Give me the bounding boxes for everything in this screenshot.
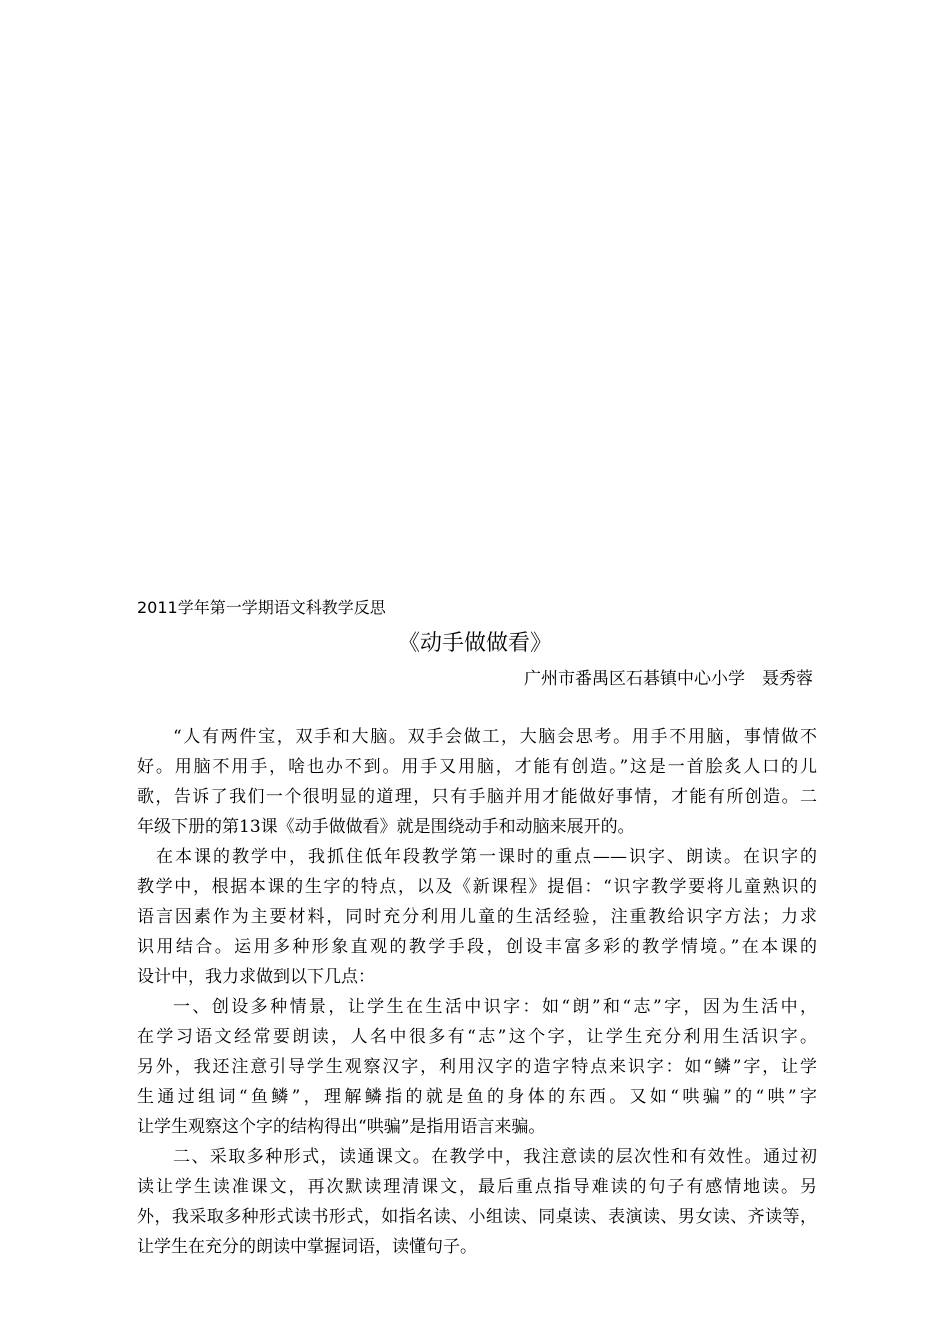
paragraph-line: 一、创设多种情景，让学生在生活中识字：如“朗”和“志”字，因为生活中， — [173, 997, 817, 1017]
paragraph-line: 语言因素作为主要材料，同时充分利用儿童的生活经验，注重教给识字方法；力求 — [137, 907, 817, 927]
paragraph-line: 外，我采取多种形式读书形式，如指名读、小组读、同桌读、表演读、男女读、齐读等， — [137, 1207, 817, 1227]
document-title: 《动手做做看》 — [397, 631, 552, 656]
document-header: 2011学年第一学期语文科教学反思 — [137, 598, 386, 617]
paragraph-line: 设计中，我力求做到以下几点： — [137, 967, 375, 987]
paragraph-line: 生通过组词“鱼鳞”，理解鳞指的就是鱼的身体的东西。又如“哄骗”的“哄”字 — [137, 1087, 817, 1107]
paragraph-line: 另外，我还注意引导学生观察汉字，利用汉字的造字特点来识字：如“鳞”字，让学 — [137, 1057, 817, 1077]
paragraph-line: 歌，告诉了我们一个很明显的道理，只有手脑并用才能做好事情，才能有所创造。二 — [137, 787, 817, 807]
paragraph-line: 年级下册的第13课《动手做做看》就是围绕动手和动脑来展开的。 — [137, 817, 635, 837]
paragraph-line: 读让学生读准课文，再次默读理清课文，最后重点指导难读的句子有感情地读。另 — [137, 1177, 817, 1197]
author-line: 广州市番禺区石碁镇中心小学 聂秀蓉 — [524, 669, 813, 689]
paragraph-line: 好。用脑不用手，啥也办不到。用手又用脑，才能有创造。”这是一首脍炙人口的儿 — [137, 757, 817, 777]
paragraph-line: 让学生在充分的朗读中掌握词语，读懂句子。 — [137, 1237, 477, 1257]
paragraph-line: 识用结合。运用多种形象直观的教学手段，创设丰富多彩的教学情境。”在本课的 — [137, 937, 817, 957]
paragraph-line: 二、采取多种形式，读通课文。在教学中，我注意读的层次性和有效性。通过初 — [173, 1147, 817, 1167]
paragraph-line: 教学中，根据本课的生字的特点，以及《新课程》提倡：“识字教学要将儿童熟识的 — [137, 877, 817, 897]
paragraph-line: 在学习语文经常要朗读，人名中很多有“志”这个字，让学生充分利用生活识字。 — [137, 1027, 817, 1047]
paragraph-line: 让学生观察这个字的结构得出“哄骗”是指用语言来骗。 — [137, 1117, 546, 1137]
paragraph-line: 在本课的教学中，我抓住低年段教学第一课时的重点——识字、朗读。在识字的 — [156, 847, 817, 867]
paragraph-line: “人有两件宝，双手和大脑。双手会做工，大脑会思考。用手不用脑，事情做不 — [173, 727, 817, 747]
document-body — [137, 722, 817, 1262]
